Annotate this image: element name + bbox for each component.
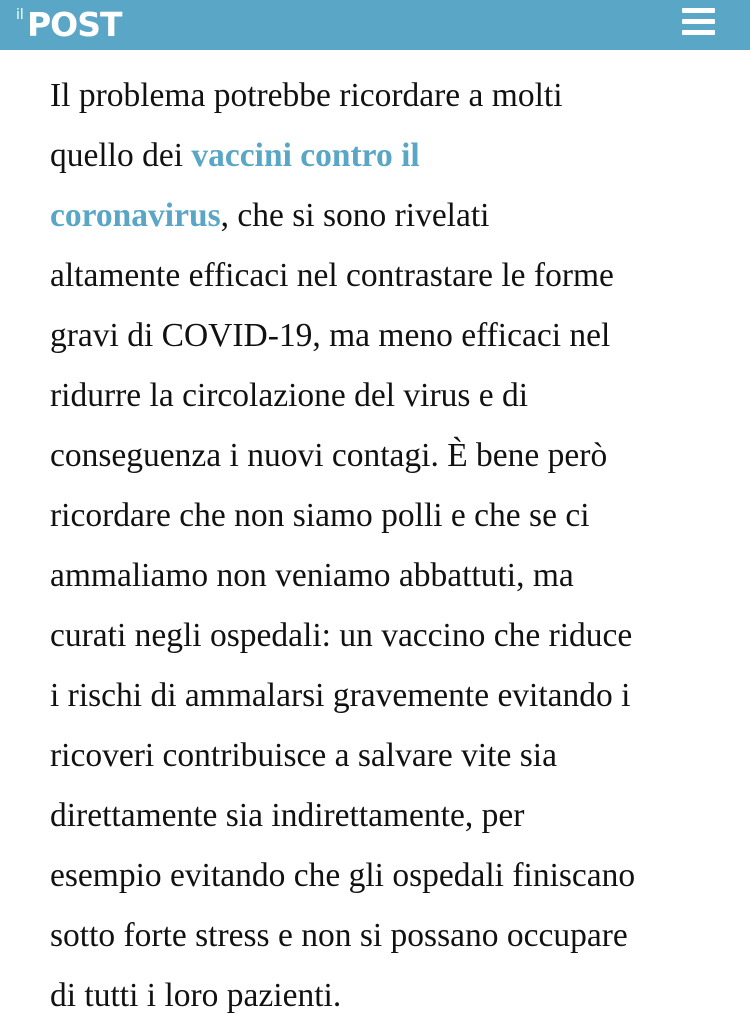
menu-bar-bottom — [682, 30, 715, 35]
text-line: i rischi di ammalarsi gravemente evitando i — [50, 677, 631, 714]
text-line: ammaliamo non veniamo abbattuti, ma — [50, 557, 574, 594]
text-line: direttamente sia indirettamente, per — [50, 797, 525, 834]
menu-bar-top — [682, 8, 715, 13]
text-line: ridurre la circolazione del virus e di — [50, 377, 529, 414]
text-line-with-link — [50, 186, 730, 246]
vaccines-coronavirus-link[interactable]: vaccini contro il — [191, 137, 420, 174]
text-line: gravi di COVID-19, ma meno efficaci nel — [50, 317, 611, 354]
text-segment: quello dei — [50, 137, 192, 174]
logo-il-text: il — [16, 7, 24, 23]
logo-post-text: POST — [27, 5, 122, 44]
text-line: ricordare che non siamo polli e che se ci — [50, 497, 590, 534]
text-line: conseguenza i nuovi contagi. È bene però — [50, 437, 608, 474]
text-line: altamente efficaci nel contrastare le forme — [50, 257, 614, 294]
article-body — [50, 66, 730, 1026]
article-paragraph — [50, 66, 730, 1026]
text-line: ricoveri contribuisce a salvare vite sia — [50, 737, 557, 774]
text-line: sotto forte stress e non si possano occupare — [50, 917, 628, 954]
text-line: curati negli ospedali: un vaccino che riduce — [50, 617, 633, 654]
vaccines-coronavirus-link-continued[interactable]: coronavirus — [50, 197, 221, 234]
text-line: esempio evitando che gli ospedali finiscano — [50, 857, 636, 894]
menu-bar-middle — [682, 19, 715, 24]
text-line: di tutti i loro pazienti. — [50, 977, 342, 1014]
text-segment: , che si sono rivelati — [220, 197, 490, 234]
text-line: Il problema potrebbe ricordare a molti — [50, 77, 563, 114]
hamburger-menu-icon[interactable] — [678, 4, 718, 42]
top-header-bar — [0, 0, 750, 50]
text-line-with-link — [50, 126, 730, 186]
